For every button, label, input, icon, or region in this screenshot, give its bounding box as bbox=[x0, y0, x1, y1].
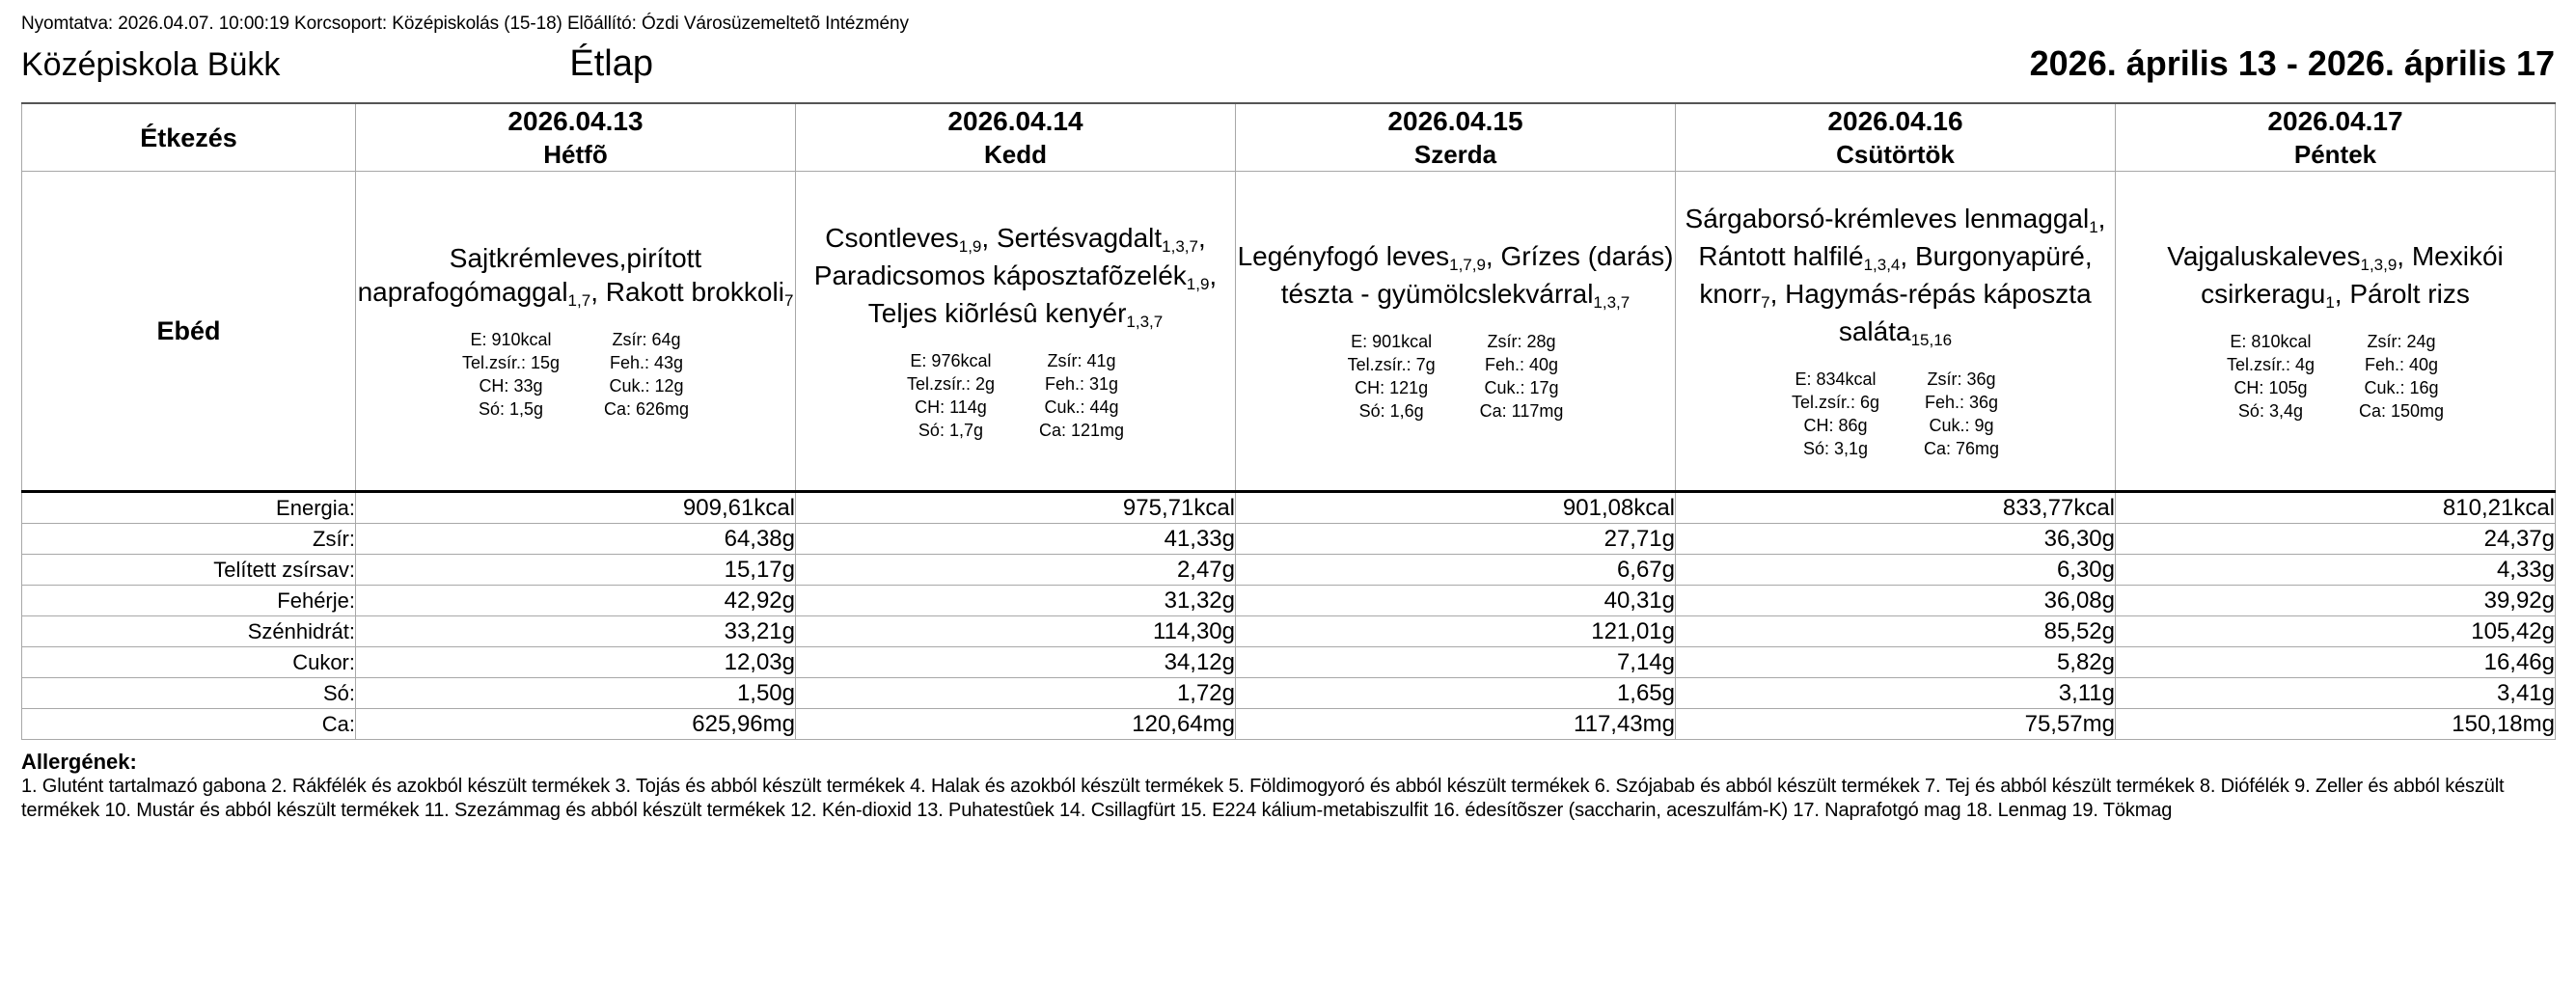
summary-row bbox=[22, 709, 2556, 740]
nutrition-value: Cuk.: 16g bbox=[2364, 378, 2439, 397]
header-day-date: 2026.04.15 bbox=[1387, 106, 1523, 136]
meal-cell-day-1 bbox=[356, 172, 796, 492]
summary-row-label: Cukor: bbox=[22, 647, 356, 678]
header-corner-label: Étkezés bbox=[140, 123, 237, 152]
nutrition-value: Zsír: 41g bbox=[1047, 350, 1116, 370]
header-day-date: 2026.04.16 bbox=[1827, 106, 1963, 136]
header-day-date: 2026.04.14 bbox=[947, 106, 1083, 136]
nutrition-column-left bbox=[1348, 330, 1436, 423]
header-day-weekday: Hétfõ bbox=[543, 140, 608, 169]
summary-cell-day-3: 40,31g bbox=[1236, 586, 1676, 616]
header-day-1 bbox=[356, 103, 796, 172]
nutrition-value: E: 810kcal bbox=[2230, 332, 2312, 351]
summary-cell-day-3: 27,71g bbox=[1236, 524, 1676, 555]
summary-cell-day-2: 114,30g bbox=[796, 616, 1236, 647]
summary-cell-day-4: 5,82g bbox=[1676, 647, 2116, 678]
meal-row-lunch bbox=[22, 172, 2556, 492]
summary-row-label: Energia: bbox=[22, 492, 356, 524]
nutrition-summary bbox=[796, 349, 1235, 442]
nutrition-summary bbox=[2116, 330, 2555, 423]
summary-cell-day-1: 64,38g bbox=[356, 524, 796, 555]
header-day-weekday: Péntek bbox=[2293, 140, 2377, 169]
summary-cell-day-5: 39,92g bbox=[2116, 586, 2556, 616]
nutrition-value: Ca: 626mg bbox=[604, 399, 690, 419]
nutrition-value: Cuk.: 44g bbox=[1044, 396, 1119, 417]
summary-cell-day-5: 4,33g bbox=[2116, 555, 2556, 586]
nutrition-value: E: 910kcal bbox=[470, 330, 552, 349]
nutrition-value: Ca: 150mg bbox=[2358, 401, 2445, 421]
summary-row bbox=[22, 678, 2556, 709]
header-corner-cell bbox=[22, 103, 356, 172]
header-day-weekday: Szerda bbox=[1413, 140, 1497, 169]
summary-row-label: Telített zsírsav: bbox=[22, 555, 356, 586]
nutrition-value: CH: 86g bbox=[1803, 416, 1868, 435]
summary-cell-day-4: 85,52g bbox=[1676, 616, 2116, 647]
header-day-3 bbox=[1236, 103, 1676, 172]
summary-row-label: Só: bbox=[22, 678, 356, 709]
document-title-band bbox=[21, 42, 2555, 93]
nutrition-value: E: 834kcal bbox=[1795, 369, 1877, 389]
summary-cell-day-1: 33,21g bbox=[356, 616, 796, 647]
organization-name: Középiskola Bükk bbox=[21, 46, 281, 83]
summary-cell-day-5: 24,37g bbox=[2116, 524, 2556, 555]
summary-row bbox=[22, 555, 2556, 586]
summary-row-label: Fehérje: bbox=[22, 586, 356, 616]
summary-cell-day-4: 6,30g bbox=[1676, 555, 2116, 586]
summary-cell-day-5: 810,21kcal bbox=[2116, 492, 2556, 524]
nutrition-value: Só: 3,4g bbox=[2237, 401, 2303, 421]
summary-cell-day-2: 41,33g bbox=[796, 524, 1236, 555]
nutrition-value: Só: 3,1g bbox=[1802, 439, 1868, 458]
nutrition-value: Zsír: 36g bbox=[1927, 369, 1996, 389]
summary-cell-day-4: 833,77kcal bbox=[1676, 492, 2116, 524]
dish-list: Sajtkrémleves,pirított naprafogómaggal$_{1,7}$, Rakott brokkoli$_7$ bbox=[357, 243, 794, 310]
summary-cell-day-3: 1,65g bbox=[1236, 678, 1676, 709]
summary-cell-day-5: 3,41g bbox=[2116, 678, 2556, 709]
nutrition-value: Feh.: 36g bbox=[1924, 393, 1999, 412]
summary-cell-day-5: 150,18mg bbox=[2116, 709, 2556, 740]
nutrition-summary bbox=[1676, 368, 2115, 460]
meal-cell-day-3 bbox=[1236, 172, 1676, 492]
summary-row bbox=[22, 586, 2556, 616]
nutrition-column-left bbox=[2227, 330, 2315, 423]
nutrition-column-right bbox=[1924, 368, 1999, 460]
summary-row-label: Ca: bbox=[22, 709, 356, 740]
nutrition-column-left bbox=[1792, 368, 1879, 460]
nutrition-value: Feh.: 40g bbox=[2364, 355, 2439, 374]
summary-cell-day-4: 36,08g bbox=[1676, 586, 2116, 616]
page-title: Étlap bbox=[569, 43, 653, 84]
summary-cell-day-2: 31,32g bbox=[796, 586, 1236, 616]
weekly-menu-table bbox=[21, 102, 2556, 740]
nutrition-value: Tel.zsír.: 2g bbox=[906, 373, 995, 394]
summary-cell-day-3: 117,43mg bbox=[1236, 709, 1676, 740]
nutrition-value: Ca: 117mg bbox=[1479, 401, 1564, 421]
print-metadata-line: Nyomtatva: 2026.04.07. 10:00:19 Korcsoport: Középiskolás (15-18) Elõállító: Ózdi Városüzemeltetõ Intézmény bbox=[21, 14, 909, 34]
summary-cell-day-2: 120,64mg bbox=[796, 709, 1236, 740]
nutrition-value: CH: 121g bbox=[1355, 378, 1429, 397]
summary-cell-day-3: 6,67g bbox=[1236, 555, 1676, 586]
summary-cell-day-1: 909,61kcal bbox=[356, 492, 796, 524]
summary-cell-day-1: 15,17g bbox=[356, 555, 796, 586]
nutrition-value: Feh.: 43g bbox=[610, 353, 684, 372]
summary-row bbox=[22, 492, 2556, 524]
nutrition-value: Tel.zsír.: 4g bbox=[2226, 355, 2315, 374]
summary-cell-day-4: 36,30g bbox=[1676, 524, 2116, 555]
nutrition-value: Só: 1,7g bbox=[918, 420, 983, 440]
allergen-legend-text: 1. Glutént tartalmazó gabona 2. Rákfélék és azokból készült termékek 3. Tojás és abból készült termékek 4. Halak és azokból készült termékek 5. Földimogyoró és abból készült termékek 6. Szójabab és abból készült termékek 7. Tej és abból készült termékek 8. Diófélék 9. Zeller és abból készült termékek 10. Mustár és abból készült termékek 11. Szezámmag és abból készült termékek 12. Kén-dioxid 13. Puhatestûek 14. Csillagfürt 15. E224 kálium-metabiszulfit 16. édesítõszer (saccharin, aceszulfám-K) 17. Naprafotgó mag 18. Lenmag 19. Tökmag bbox=[21, 776, 2505, 821]
dish-list: Legényfogó leves$_{1,7,9}$, Grízes (darás) tészta - gyümölcslekvárral$_{1,3,7}$ bbox=[1237, 241, 1674, 312]
meal-cell-day-2 bbox=[796, 172, 1236, 492]
nutrition-value: Só: 1,6g bbox=[1358, 401, 1424, 421]
header-day-4 bbox=[1676, 103, 2116, 172]
dish-list: Csontleves$_{1,9}$, Sertésvagdalt$_{1,3,7}$, Paradicsomos káposztafõzelék$_{1,9}$, Teljes kiõrlésû kenyér$_{1,3,7}$ bbox=[813, 222, 1218, 331]
nutrition-value: Tel.zsír.: 15g bbox=[461, 353, 560, 372]
nutrition-value: CH: 114g bbox=[915, 396, 987, 417]
nutrition-value: CH: 105g bbox=[2233, 378, 2308, 397]
summary-cell-day-1: 1,50g bbox=[356, 678, 796, 709]
meal-cell-day-4 bbox=[1676, 172, 2116, 492]
nutrition-column-right bbox=[1480, 330, 1564, 423]
dish-list: Sárgaborsó-krémleves lenmaggal$_1$, Rántott halfilé$_{1,3,4}$, Burgonyapüré, knorr$_7$, Hagymás-répás káposzta saláta$_{15,16}$ bbox=[1685, 204, 2106, 349]
header-day-weekday: Csütörtök bbox=[1836, 140, 1955, 169]
nutrition-column-right bbox=[2359, 330, 2444, 423]
summary-cell-day-4: 75,57mg bbox=[1676, 709, 2116, 740]
nutrition-value: Cuk.: 9g bbox=[1929, 416, 1994, 435]
header-day-date: 2026.04.13 bbox=[507, 106, 644, 136]
meal-row-label: Ebéd bbox=[22, 172, 356, 492]
summary-cell-day-1: 12,03g bbox=[356, 647, 796, 678]
header-day-5 bbox=[2116, 103, 2556, 172]
nutrition-value: Ca: 121mg bbox=[1038, 420, 1125, 440]
summary-row bbox=[22, 647, 2556, 678]
nutrition-column-right bbox=[1039, 349, 1124, 442]
nutrition-value: Cuk.: 17g bbox=[1484, 378, 1559, 397]
table-header-row bbox=[22, 103, 2556, 172]
nutrition-value: Feh.: 31g bbox=[1044, 373, 1119, 394]
nutrition-column-left bbox=[462, 328, 560, 421]
date-range: 2026. április 13 - 2026. április 17 bbox=[2029, 43, 2555, 83]
summary-cell-day-2: 2,47g bbox=[796, 555, 1236, 586]
nutrition-value: E: 976kcal bbox=[910, 350, 992, 370]
summary-cell-day-3: 121,01g bbox=[1236, 616, 1676, 647]
summary-cell-day-3: 901,08kcal bbox=[1236, 492, 1676, 524]
header-day-weekday: Kedd bbox=[984, 140, 1047, 169]
nutrition-summary bbox=[356, 328, 795, 421]
nutrition-value: CH: 33g bbox=[479, 376, 543, 396]
summary-cell-day-5: 105,42g bbox=[2116, 616, 2556, 647]
nutrition-value: Zsír: 28g bbox=[1487, 332, 1556, 351]
summary-cell-day-2: 34,12g bbox=[796, 647, 1236, 678]
header-day-2 bbox=[796, 103, 1236, 172]
summary-cell-day-5: 16,46g bbox=[2116, 647, 2556, 678]
summary-cell-day-1: 625,96mg bbox=[356, 709, 796, 740]
header-day-date: 2026.04.17 bbox=[2267, 106, 2403, 136]
dish-list: Vajgaluskaleves$_{1,3,9}$, Mexikói csirkeragu$_1$, Párolt rizs bbox=[2167, 241, 2504, 312]
nutrition-summary bbox=[1236, 330, 1675, 423]
nutrition-value: Zsír: 24g bbox=[2367, 332, 2436, 351]
summary-cell-day-2: 975,71kcal bbox=[796, 492, 1236, 524]
nutrition-value: Só: 1,5g bbox=[478, 399, 543, 419]
allergen-legend bbox=[21, 749, 2555, 823]
nutrition-column-left bbox=[907, 349, 995, 442]
summary-cell-day-2: 1,72g bbox=[796, 678, 1236, 709]
meal-cell-day-5 bbox=[2116, 172, 2556, 492]
summary-row-label: Zsír: bbox=[22, 524, 356, 555]
nutrition-value: Cuk.: 12g bbox=[609, 376, 684, 396]
nutrition-value: Tel.zsír.: 7g bbox=[1347, 355, 1436, 374]
nutrition-value: Ca: 76mg bbox=[1924, 439, 2000, 458]
summary-row bbox=[22, 616, 2556, 647]
summary-row bbox=[22, 524, 2556, 555]
allergen-legend-title: Allergének: bbox=[21, 750, 137, 774]
nutrition-value: Zsír: 64g bbox=[612, 330, 681, 349]
summary-cell-day-1: 42,92g bbox=[356, 586, 796, 616]
summary-cell-day-4: 3,11g bbox=[1676, 678, 2116, 709]
summary-cell-day-3: 7,14g bbox=[1236, 647, 1676, 678]
summary-row-label: Szénhidrát: bbox=[22, 616, 356, 647]
nutrition-column-right bbox=[604, 328, 689, 421]
nutrition-value: E: 901kcal bbox=[1351, 332, 1433, 351]
nutrition-value: Feh.: 40g bbox=[1484, 355, 1559, 374]
nutrition-value: Tel.zsír.: 6g bbox=[1791, 393, 1879, 412]
